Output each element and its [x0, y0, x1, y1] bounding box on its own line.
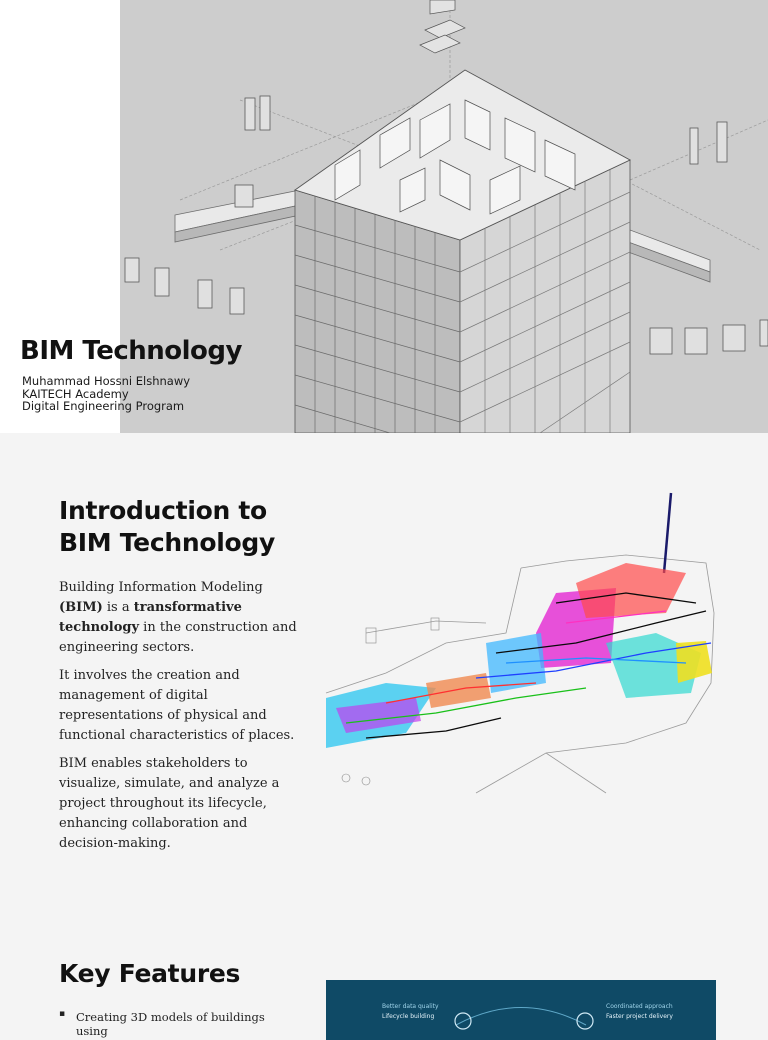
intro-body [59, 578, 299, 862]
intro-title-line2: BIM Technology [59, 528, 275, 557]
panel-right-heading: Coordinated approach [606, 1003, 673, 1010]
intro-paragraph-3: BIM enables stakeholders to visualize, simulate, and analyze a project throughout its lifecycle, enhancing collaboration and decision-making. [59, 756, 280, 851]
intro-paragraph-1 [59, 578, 299, 658]
panel-left-sub: Lifecycle building [382, 1013, 435, 1020]
intro-slide [0, 433, 768, 913]
features-title: Key Features [59, 959, 241, 988]
panel-left-text [382, 1002, 439, 1022]
panel-right-sub: Faster project delivery [606, 1013, 673, 1020]
intro-paragraph-2: It involves the creation and management of digital representations of physical and functional characteristics of places. [59, 668, 295, 743]
feature-list [59, 1010, 299, 1038]
building-model-image [120, 0, 768, 433]
intro-text: Building Information Modeling [59, 580, 263, 595]
features-slide [0, 913, 768, 1038]
intro-bold-bim: (BIM) [59, 600, 103, 615]
program-name: Digital Engineering Program [22, 399, 185, 413]
author-name: Muhammad Hossni Elshnawy [22, 374, 191, 388]
deck-title: BIM Technology [20, 336, 242, 366]
organization-name: KAITECH Academy [22, 386, 129, 401]
mep-model-image [326, 493, 716, 793]
intro-title [59, 495, 319, 559]
panel-left-heading: Better data quality [382, 1003, 439, 1010]
intro-title-line1: Introduction to [59, 496, 267, 525]
feature-item: ▪ Creating 3D models of buildings using [59, 1010, 299, 1038]
intro-text: in the construction and engineering sectors. [59, 620, 297, 655]
bim-benefits-image [326, 980, 716, 1040]
panel-right-text [606, 1002, 673, 1022]
author-block [22, 375, 190, 413]
intro-bold-technology: transformative technology [59, 600, 242, 635]
title-slide [0, 0, 768, 433]
gear-icon [577, 1013, 593, 1029]
intro-text: is a [102, 600, 134, 615]
